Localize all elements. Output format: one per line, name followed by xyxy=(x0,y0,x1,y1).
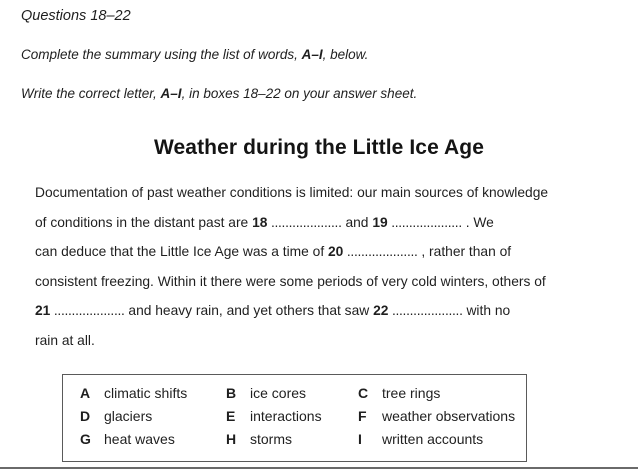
answer-gap-20[interactable]: .................... xyxy=(343,244,418,259)
summary-text-run: of conditions in the distant past are xyxy=(35,214,253,230)
summary-text-run: Documentation of past weather conditions is limited: our main sources of knowledge xyxy=(35,185,549,200)
page-bottom-rule xyxy=(0,467,638,469)
option-letter: A xyxy=(80,385,91,401)
option-text: storms xyxy=(250,431,292,447)
option-text: climatic shifts xyxy=(104,385,188,401)
option-letter: C xyxy=(358,385,369,401)
option-text: interactions xyxy=(250,408,322,424)
option-a xyxy=(80,385,187,401)
option-letter: H xyxy=(226,431,237,447)
option-b xyxy=(226,385,306,401)
summary-line xyxy=(35,178,605,208)
instruction-text: Complete the summary using the list of words, xyxy=(21,47,302,62)
option-c xyxy=(358,385,440,401)
question-number-18: 18 xyxy=(252,214,268,230)
option-text: written accounts xyxy=(382,431,484,447)
summary-line xyxy=(35,208,605,238)
instruction-write-letter xyxy=(21,86,417,101)
option-letter: F xyxy=(358,408,367,424)
instruction-text: Write the correct letter, xyxy=(21,86,161,101)
question-number-20: 20 xyxy=(327,244,344,259)
instruction-range: A–I xyxy=(301,47,323,62)
option-text: glaciers xyxy=(104,408,153,424)
summary-line xyxy=(35,326,605,356)
summary-text-run: . We xyxy=(461,214,494,230)
option-text: ice cores xyxy=(250,385,307,401)
option-text: heat waves xyxy=(104,431,175,447)
option-letter: G xyxy=(80,431,91,447)
answer-gap-22[interactable]: .................... xyxy=(388,303,463,318)
option-letter: B xyxy=(226,385,237,401)
summary-text-run: and heavy rain, and yet others that saw xyxy=(124,303,374,318)
option-i xyxy=(358,431,483,447)
summary-title: Weather during the Little Ice Age xyxy=(153,136,484,159)
instruction-range: A–I xyxy=(160,86,182,101)
questions-heading: Questions 18–22 xyxy=(21,8,131,24)
option-h xyxy=(226,431,292,447)
summary-text-run: with no xyxy=(462,303,511,318)
summary-line xyxy=(35,237,605,267)
option-e xyxy=(226,408,322,424)
answer-gap-21[interactable]: .................... xyxy=(50,303,125,318)
summary-text xyxy=(35,178,605,355)
word-list-box xyxy=(62,374,527,462)
summary-text-run: , rather than of xyxy=(417,244,512,259)
instruction-text: , below. xyxy=(322,47,369,62)
summary-line xyxy=(35,296,605,326)
question-number-22: 22 xyxy=(373,303,389,318)
option-text: weather observations xyxy=(382,408,516,424)
option-f xyxy=(358,408,515,424)
option-d xyxy=(80,408,152,424)
answer-gap-19[interactable]: .................... xyxy=(387,214,462,230)
summary-text-run: and xyxy=(341,214,373,230)
summary-text-run: can deduce that the Little Ice Age was a time of xyxy=(35,244,328,259)
option-g xyxy=(80,431,175,447)
instruction-complete-summary xyxy=(21,47,368,62)
answer-gap-18[interactable]: .................... xyxy=(267,214,342,230)
question-number-21: 21 xyxy=(35,303,51,318)
summary-line xyxy=(35,267,605,297)
option-text: tree rings xyxy=(382,385,441,401)
option-letter: E xyxy=(226,408,236,424)
summary-text-run: consistent freezing. Within it there were some periods of very cold winters, others of xyxy=(35,273,546,289)
summary-text-run: rain at all. xyxy=(35,332,95,348)
question-number-19: 19 xyxy=(372,214,388,230)
option-letter: D xyxy=(80,408,91,424)
option-letter: I xyxy=(358,431,362,447)
instruction-text: , in boxes 18–22 on your answer sheet. xyxy=(181,86,418,101)
